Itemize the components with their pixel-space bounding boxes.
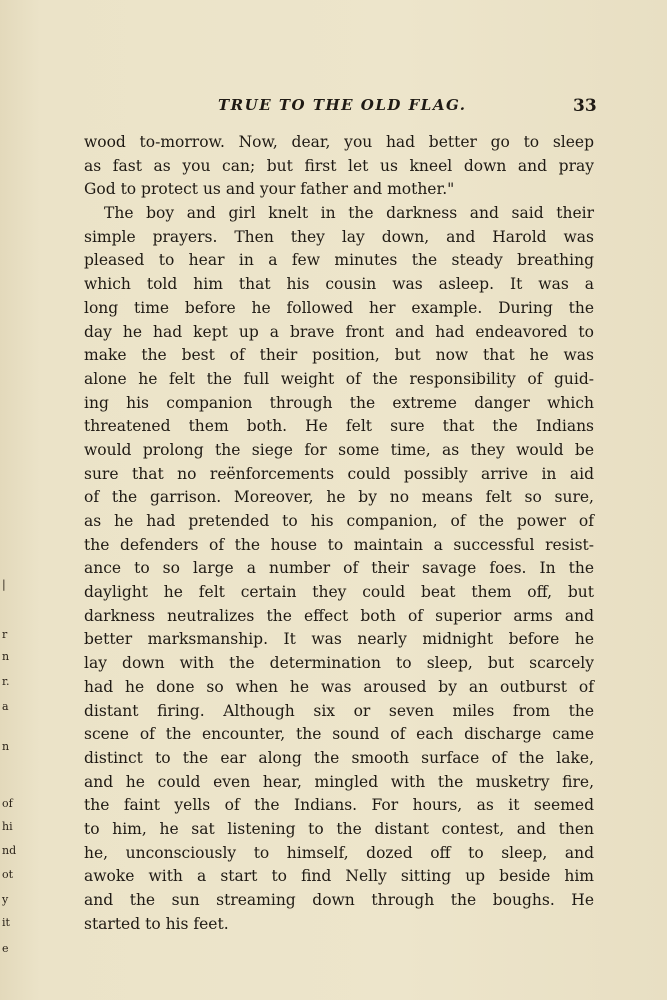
margin-fragment: n <box>2 740 10 753</box>
text-line: ance to so large a number of their savage foes. In the <box>84 559 594 578</box>
text-line: threatened them both. He felt sure that the Indians <box>84 417 594 436</box>
text-line: of the garrison. Moreover, he by no means felt so sure, <box>84 488 594 507</box>
text-line: would prolong the siege for some time, as they would be <box>84 440 594 459</box>
text-line: to him, he sat listening to the distant contest, and then <box>84 819 594 838</box>
text-line: better marksmanship. It was nearly midnight before he <box>84 630 594 649</box>
text-line: as he had pretended to his companion, of the power of <box>84 512 594 530</box>
text-line: simple prayers. Then they lay down, and Harold was <box>84 227 594 246</box>
margin-fragment: of <box>2 797 13 810</box>
text-line: darkness neutralizes the effect both of superior arms and <box>84 606 594 625</box>
text-line: make the best of their position, but now that he was <box>84 346 594 365</box>
page-number: 33 <box>573 96 597 116</box>
text-line: and he could even hear, mingled with the musketry fire, <box>84 772 594 791</box>
margin-fragment: r. <box>2 675 10 688</box>
margin-fragment: e <box>2 942 9 955</box>
margin-fragment: nd <box>2 844 17 857</box>
text-line: alone he felt the full weight of the responsibility of guid- <box>84 369 594 388</box>
text-line: God to protect us and your father and mother." <box>84 180 455 199</box>
text-line: the faint yells of the Indians. For hours, as it seemed <box>84 796 594 815</box>
text-line: wood to-morrow. Now, dear, you had better go to sleep <box>84 133 594 151</box>
text-line: awoke with a start to find Nelly sitting up beside him <box>84 867 594 886</box>
margin-fragment: ot <box>2 868 14 881</box>
text-line: and the sun streaming down through the boughs. He <box>84 891 594 909</box>
text-line: pleased to hear in a few minutes the steady breathing <box>84 251 594 270</box>
margin-fragment: n <box>2 650 10 663</box>
text-line: he, unconsciously to himself, dozed off to sleep, and <box>84 843 594 862</box>
running-title: TRUE TO THE OLD FLAG. <box>218 96 467 114</box>
text-line: daylight he felt certain they could beat them off, but <box>84 583 594 602</box>
text-line: which told him that his cousin was asleep. It was a <box>84 275 594 294</box>
text-line: ing his companion through the extreme danger which <box>84 393 594 412</box>
bleed-through-margin <box>0 540 17 960</box>
text-line: started to his feet. <box>84 914 229 933</box>
text-line: scene of the encounter, the sound of each discharge came <box>84 725 594 744</box>
text-line: distant firing. Although six or seven miles from the <box>84 701 594 720</box>
text-line: The boy and girl knelt in the darkness and said their <box>104 204 594 223</box>
text-line: the defenders of the house to maintain a successful resist- <box>84 535 594 554</box>
margin-fragment: hi <box>2 820 13 833</box>
margin-fragment: a <box>2 700 9 713</box>
margin-fragment: it <box>2 916 10 929</box>
text-line: long time before he followed her example. During the <box>84 298 594 317</box>
text-line: lay down with the determination to sleep, but scarcely <box>84 654 594 673</box>
text-line: day he had kept up a brave front and had endeavored to <box>84 322 594 341</box>
page-header <box>0 96 667 120</box>
text-line: distinct to the ear along the smooth surface of the lake, <box>84 748 594 767</box>
text-line: as fast as you can; but first let us kneel down and pray <box>84 156 594 175</box>
margin-fragment: | <box>2 578 6 591</box>
margin-fragment: y <box>2 893 9 906</box>
text-line: had he done so when he was aroused by an outburst of <box>84 677 594 696</box>
margin-fragment: r <box>2 628 8 641</box>
body-text <box>84 131 594 936</box>
text-line: sure that no reënforcements could possibly arrive in aid <box>84 464 594 483</box>
